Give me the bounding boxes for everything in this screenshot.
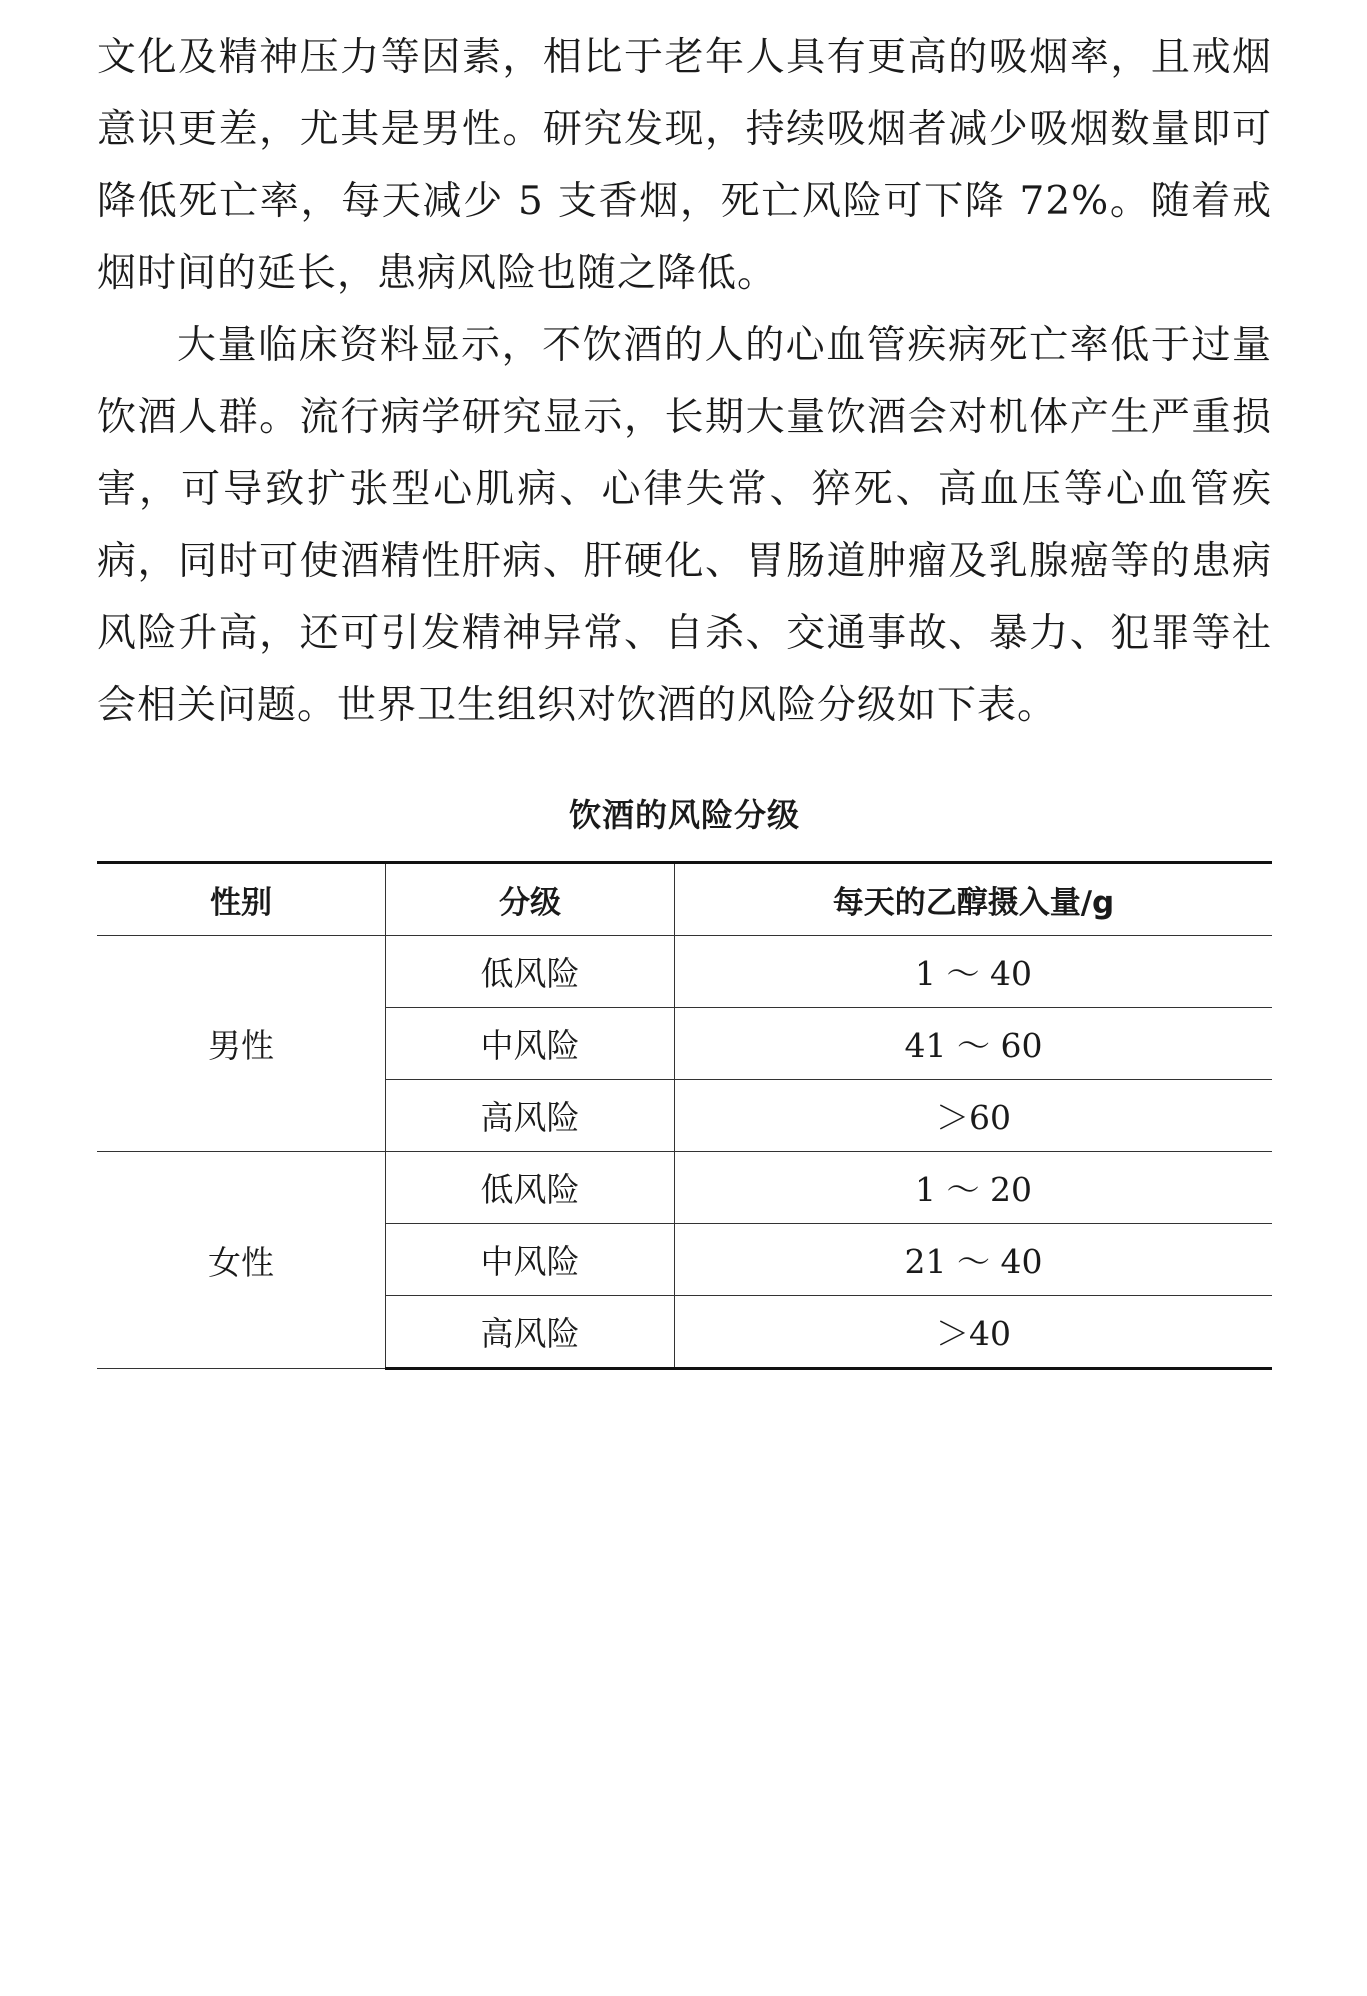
table-header-row [97, 863, 1272, 936]
risk-table [97, 861, 1272, 1370]
level-cell: 中风险 [386, 1008, 675, 1080]
amount-cell: 21 ～ 40 [675, 1224, 1273, 1296]
level-cell: 低风险 [386, 936, 675, 1008]
amount-cell: ＞40 [675, 1296, 1273, 1369]
level-cell: 高风险 [386, 1296, 675, 1369]
amount-cell: 1 ～ 40 [675, 936, 1273, 1008]
header-amount: 每天的乙醇摄入量/g [675, 863, 1273, 936]
level-cell: 高风险 [386, 1080, 675, 1152]
amount-cell: 1 ～ 20 [675, 1152, 1273, 1224]
level-cell: 低风险 [386, 1152, 675, 1224]
paragraph-drinking: 大量临床资料显示，不饮酒的人的心血管疾病死亡率低于过量饮酒人群。流行病学研究显示，长期大量饮酒会对机体产生严重损害，可导致扩张型心肌病、心律失常、猝死、高血压等心血管疾病，同时可使酒精性肝病、肝硬化、胃肠道肿瘤及乳腺癌等的患病风险升高，还可引发精神异常、自杀、交通事故、暴力、犯罪等社会相关问题。世界卫生组织对饮酒的风险分级如下表。 [97, 323, 1272, 728]
table-row [97, 936, 1272, 1008]
page-content [97, 22, 1272, 1370]
gender-cell-female: 女性 [97, 1152, 386, 1369]
table-title: 饮酒的风险分级 [568, 796, 800, 834]
table-row [97, 1152, 1272, 1224]
amount-cell: 41 ～ 60 [675, 1008, 1273, 1080]
header-level: 分级 [386, 863, 675, 936]
level-cell: 中风险 [386, 1224, 675, 1296]
header-gender: 性别 [97, 863, 386, 936]
gender-cell-male: 男性 [97, 936, 386, 1152]
amount-cell: ＞60 [675, 1080, 1273, 1152]
paragraph-smoking: 文化及精神压力等因素，相比于老年人具有更高的吸烟率，且戒烟意识更差，尤其是男性。研究发现，持续吸烟者减少吸烟数量即可降低死亡率，每天减少 5 支香烟，死亡风险可下降 72%。随着戒烟时间的延长，患病风险也随之降低。 [97, 35, 1272, 296]
